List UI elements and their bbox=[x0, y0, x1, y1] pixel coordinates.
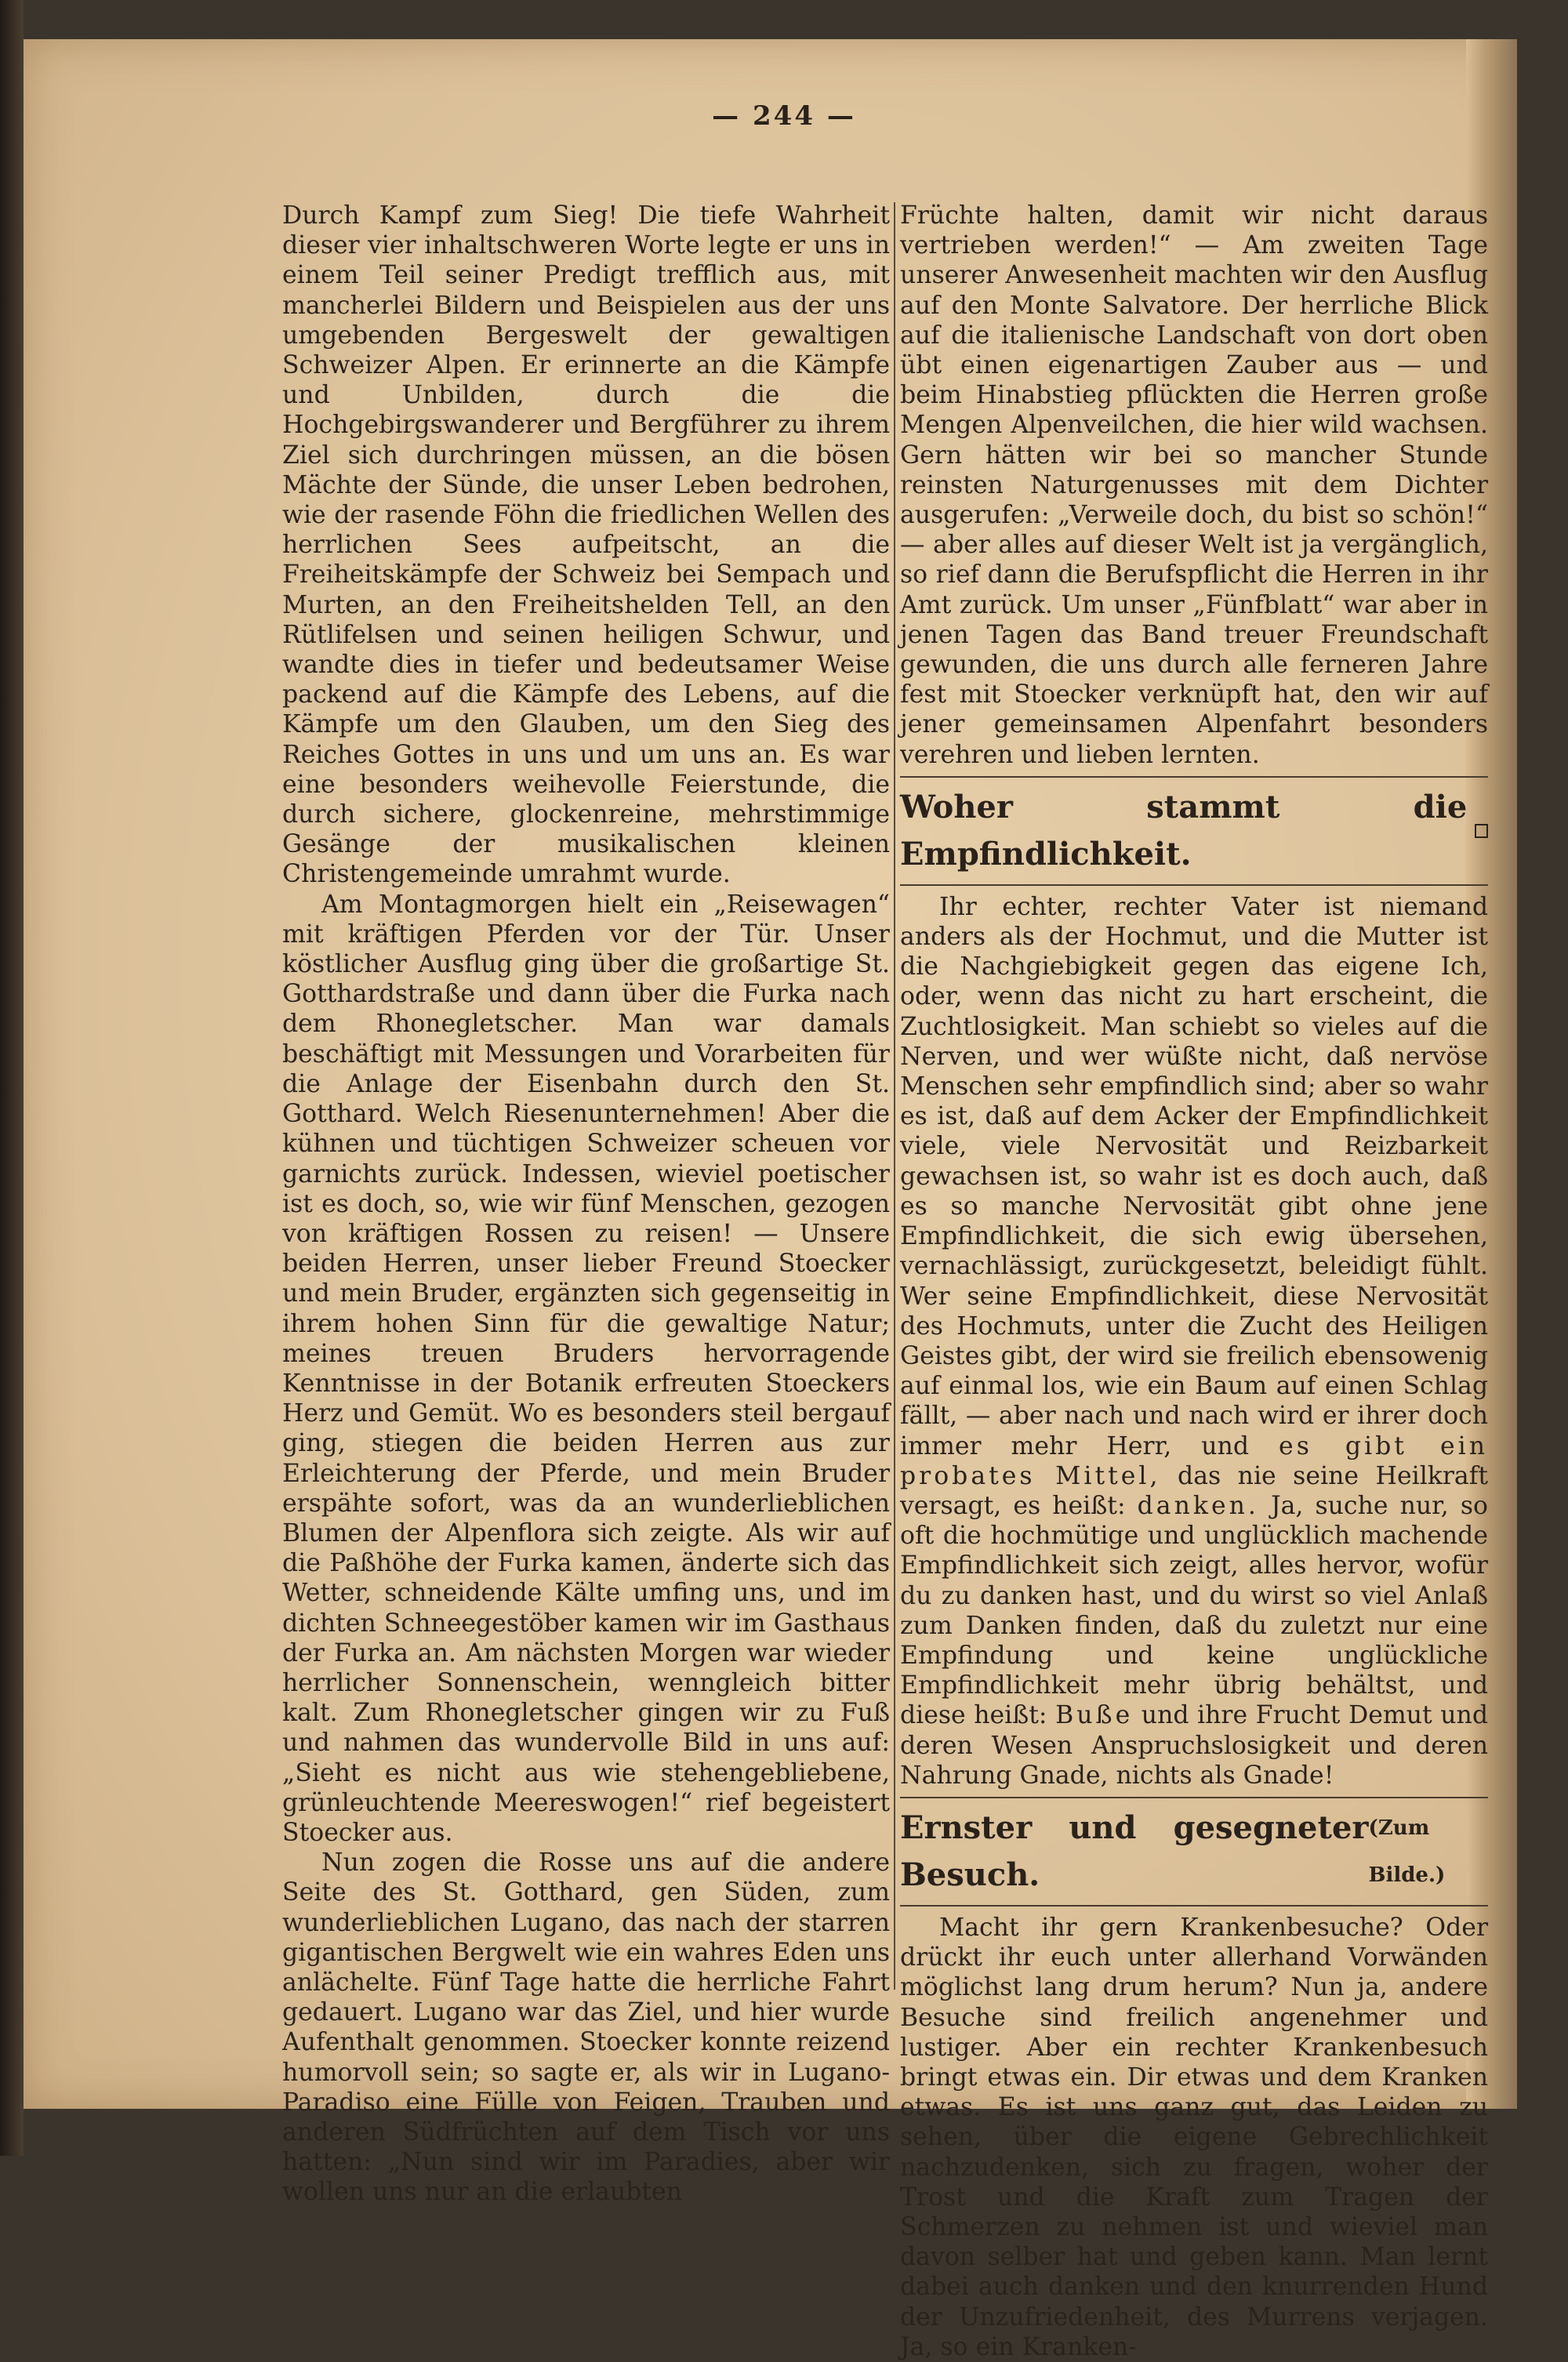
paragraph-lugano: Nun zogen die Rosse uns auf die andere Seite des St. Gotthard, gen Süden, zum wunderlieblichen Lugano, das nach der starren gigantischen Bergwelt wie ein wahres Eden uns anlächelte. Fünf Tage hatte die herrliche Fahrt gedauert. Lugano war das Ziel, und hier wurde Aufenthalt genommen. Stoecker konnte reizend humorvoll sein; so sagte er, als wir in Lugano-Paradiso eine Fülle von Feigen, Trauben und anderen Südfrüchten auf dem Tisch vor uns hatten: „Nun sind wir im Paradies, aber wir wollen uns nur an die erlaubten bbox=[282, 1849, 890, 2207]
page-number: — 244 — bbox=[712, 100, 856, 132]
section-rule-top bbox=[900, 776, 1488, 778]
emphasis-phrase: es gibt ein probates Mittel, bbox=[900, 1431, 1488, 1490]
column-divider bbox=[894, 202, 895, 1990]
section-title: Woher stammt die Empfindlichkeit. bbox=[900, 788, 1468, 873]
book-binding bbox=[0, 0, 24, 2156]
section-rule-bottom bbox=[900, 884, 1488, 886]
section-rule-bottom bbox=[900, 1905, 1488, 1907]
paragraph-empfindlichkeit bbox=[900, 892, 1488, 1791]
text-segment: Ihr echter, rechter Vater ist niemand anders als der Hochmut, und die Mutter ist die Nachgiebigkeit gegen das eigene Ich, oder, wenn das nicht zu hart erscheint, die Zuchtlosigkeit. Man schiebt so vieles auf die Nerven, und wer wüßte nicht, daß nervöse Menschen sehr empfindlich sind; aber so wahr es ist, daß auf dem Acker der Empfindlichkeit viele, viele Nervosität und Reizbarkeit gewachsen ist, so wahr ist es doch auch, daß es so manche Nervosität gibt ohne jene Empfindlichkeit, die sich ewig übersehen, vernachlässigt, zurückgesetzt, beleidigt fühlt. Wer seine Empfindlichkeit, diese Nervosität des Hochmuts, unter die Zucht des Heiligen Geistes gibt, der wird sie freilich ebensowenig auf einmal los, wie ein Baum auf einen Schlag fällt, — aber nach und nach wird er ihrer doch immer mehr Herr, und bbox=[900, 892, 1488, 1460]
section-heading-besuch bbox=[900, 1805, 1488, 1899]
emphasis-word: Buße bbox=[1055, 1701, 1134, 1730]
paragraph-journey: Am Montagmorgen hielt ein „Reisewagen“ mit kräftigen Pferden vor der Tür. Unser köstlicher Ausflug ging über die großartige St. Gotthardstraße und dann über die Furka nach dem Rhonegletscher. Man war damals beschäftigt mit Messungen und Vorarbeiten für die Anlage der Eisenbahn durch den St. Gotthard. Welch Riesenunternehmen! Aber die kühnen und tüchtigen Schweizer scheuen vor garnichts zurück. Indessen, wieviel poetischer ist es doch, so, wie wir fünf Menschen, gezogen von kräftigen Rossen zu reisen! — Unsere beiden Herren, unser lieber Freund Stoecker und mein Bruder, ergänzten sich gegenseitig in ihrem hohen Sinn für die gewaltige Natur; meines treuen Bruders hervorragende Kenntnisse in der Botanik erfreuten Stoeckers Herz und Gemüt. Wo es besonders steil bergauf ging, stiegen die beiden Herren aus zur Erleichterung der Pferde, und mein Bruder erspähte sofort, was da an wunderlieblichen Blumen der Alpenflora sich zeigte. Als wir auf die Paßhöhe der Furka kamen, änderte sich das Wetter, schneidende Kälte umfing uns, und im dichten Schneegestöber kamen wir im Gasthaus der Furka an. Am nächsten Morgen war wieder herrlicher Sonnenschein, wenngleich bitter kalt. Zum Rhonegletscher gingen wir zu Fuß und nahmen das wundervolle Bild in uns auf: „Sieht es nicht aus wie stehengebliebene, grünleuchtende Meereswogen!“ rief begeistert Stoecker aus. bbox=[282, 890, 890, 1847]
text-segment: Ja, suche nur, so oft die hochmütige und unglücklich machende Empfindlichkeit sich zeigt, alles hervor, wofür du zu danken hast, und du wirst so viel Anlaß zum Danken finden, daß du zuletzt nur eine Empfindung und keine unglückliche Empfindlichkeit mehr übrig behältst, und diese heißt: bbox=[900, 1491, 1488, 1730]
left-column bbox=[282, 201, 890, 2208]
text-segment: und ihre Frucht Demut und deren Wesen Anspruchslosigkeit und deren Nahrung Gnade, nichts als Gnade! bbox=[900, 1701, 1488, 1790]
paragraph-continuation: Früchte halten, damit wir nicht daraus vertrieben werden!“ — Am zweiten Tage unserer Anwesenheit machten wir den Ausflug auf den Monte Salvatore. Der herrliche Blick auf die italienische Landschaft von dort oben übt einen eigenartigen Zauber aus — und beim Hinabstieg pflückten die Herren große Mengen Alpenveilchen, die hier wild wachsen. Gern hätten wir bei so mancher Stunde reinsten Naturgenusses mit dem Dichter ausgerufen: „Verweile doch, du bist so schön!“ — aber alles auf dieser Welt ist ja vergänglich, so rief dann die Berufspflicht die Herren in ihr Amt zurück. Um unser „Fünfblatt“ war aber in jenen Tagen das Band treuer Freundschaft gewunden, die uns durch alle ferneren Jahre fest mit Stoecker verknüpft hat, den wir auf jener gemeinsamen Alpenfahrt besonders verehren und lieben lernten. bbox=[900, 201, 1488, 769]
square-ornament-icon bbox=[1475, 824, 1488, 838]
section-rule-top bbox=[900, 1797, 1488, 1798]
paragraph-sermon: Durch Kampf zum Sieg! Die tiefe Wahrheit dieser vier inhaltschweren Worte legte er uns in einem Teil seiner Predigt trefflich aus, mit mancherlei Bildern und Beispielen aus der uns umgebenden Bergeswelt der gewaltigen Schweizer Alpen. Er erinnerte an die Kämpfe und Unbilden, durch die die Hochgebirgswanderer und Bergführer zu ihrem Ziel sich durchringen müssen, an die bösen Mächte der Sünde, die unser Leben bedrohen, wie der rasende Föhn die friedlichen Wellen des herrlichen Sees aufpeitscht, an die Freiheitskämpfe der Schweiz bei Sempach und Murten, an den Freiheitshelden Tell, an den Rütlifelsen und seinen heiligen Schwur, und wandte dies in tiefer und bedeutsamer Weise packend auf die Kämpfe des Lebens, auf die Kämpfe um den Glauben, um den Sieg des Reiches Gottes in uns und um uns an. Es war eine besonders weihevolle Feierstunde, die durch sichere, glockenreine, mehrstimmige Gesänge der musikalischen kleinen Christengemeinde umrahmt wurde. bbox=[282, 201, 890, 889]
emphasis-word: danken. bbox=[1137, 1491, 1259, 1520]
paragraph-besuch: Macht ihr gern Krankenbesuche? Oder drückt ihr euch unter allerhand Vorwänden möglichst lang drum herum? Nun ja, andere Besuche sind freilich angenehmer und lustiger. Aber ein rechter Krankenbesuch bringt etwas ein. Dir etwas und dem Kranken etwas. Es ist uns ganz gut, das Leiden zu sehen, über die eigene Gebrechlichkeit nachzudenken, sich zu fragen, woher der Trost und die Kraft zum Tragen der Schmerzen zu nehmen ist und wieviel man davon selber hat und geben kann. Man lernt dabei auch danken und den knurrenden Hund der Unzufriedenheit, des Murrens verjagen. Ja, so ein Kranken- bbox=[900, 1913, 1488, 2361]
text-segment: das nie seine Heilkraft versagt, es heißt: bbox=[900, 1461, 1489, 1520]
right-column bbox=[900, 201, 1488, 2362]
section-title: Ernster und gesegneter Besuch. bbox=[900, 1809, 1369, 1893]
section-note: (Zum Bilde.) bbox=[1368, 1816, 1446, 1887]
section-heading-empfindlichkeit bbox=[900, 784, 1488, 878]
